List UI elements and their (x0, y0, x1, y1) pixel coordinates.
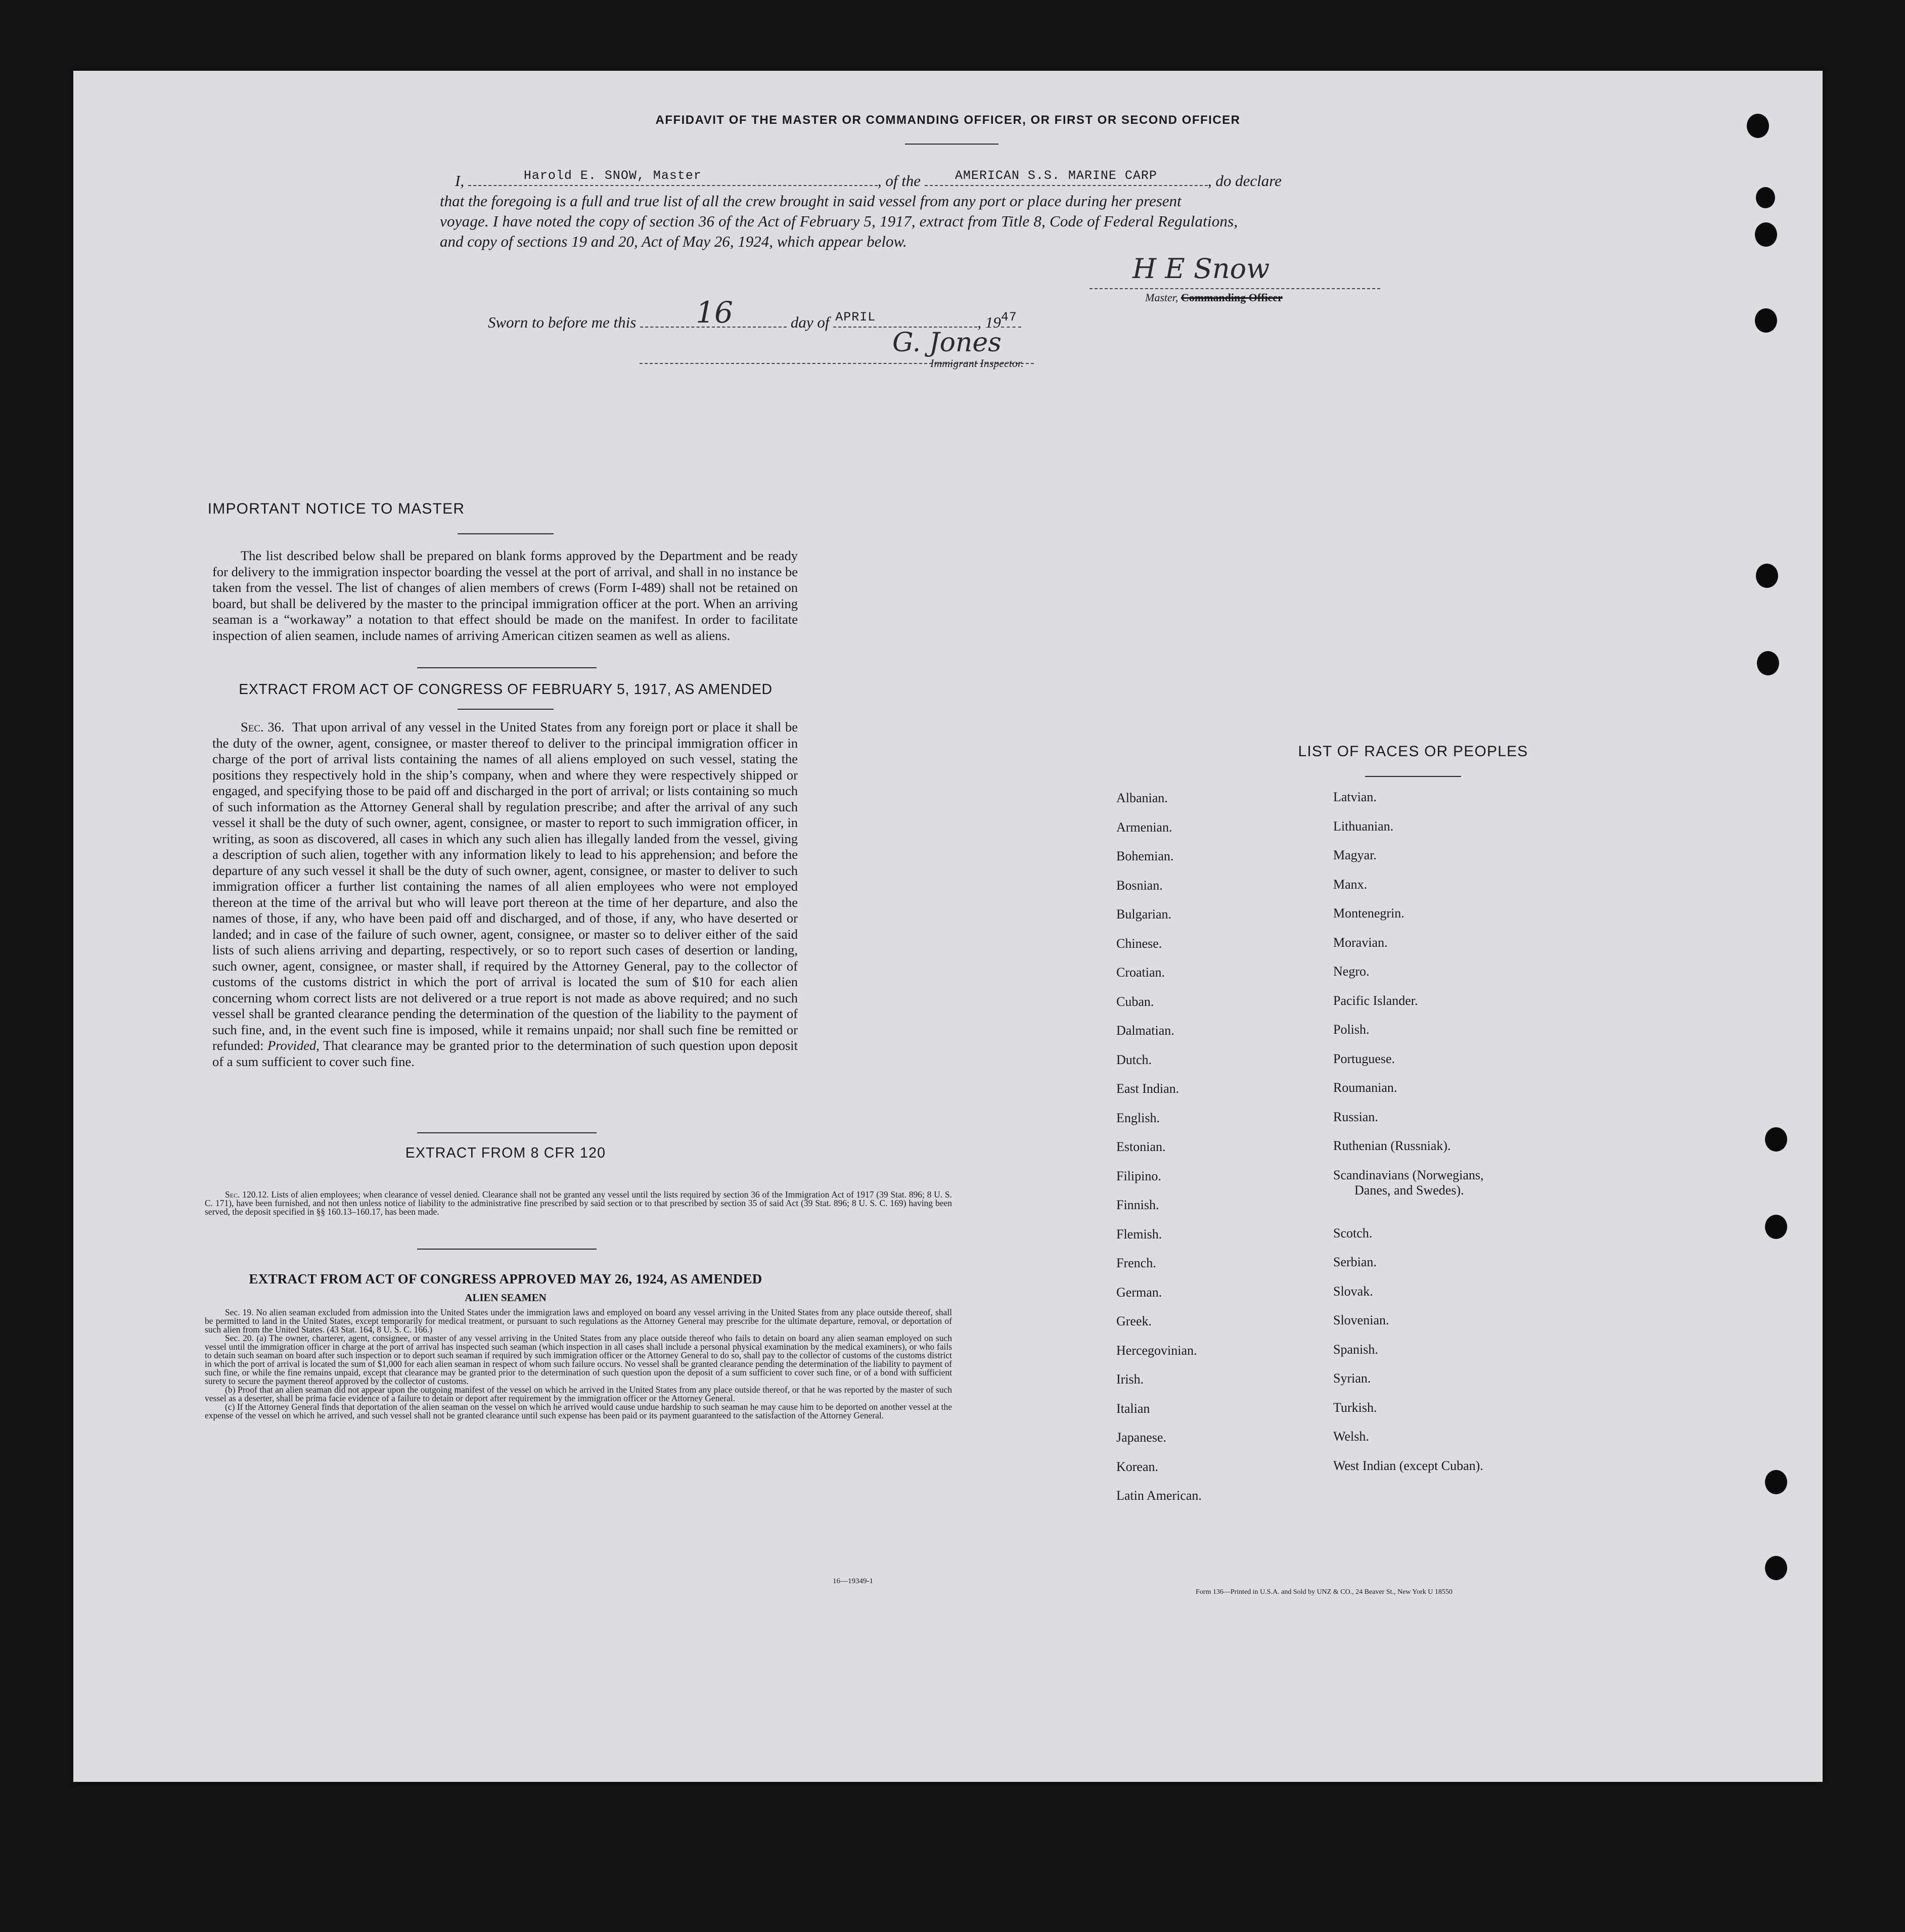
race-item: Chinese. (1116, 936, 1162, 951)
sworn-month-field (833, 312, 977, 328)
master-caption-label: Master, (1145, 291, 1181, 304)
race-item: Portuguese. (1333, 1051, 1395, 1066)
punch-hole (1765, 1470, 1787, 1494)
race-item: Latin American. (1116, 1488, 1202, 1503)
race-item: Bohemian. (1116, 849, 1174, 863)
day-of-text: day of (790, 313, 830, 331)
notice-text: The list described below shall be prepared on blank forms approved by the Department and be ready for delivery to the immigration inspector boarding the vessel at the port of arrival, and shall in no instance be taken from the vessel. The list of changes of alien members of crews (Form I-489) shall not be retained on board, but shall be delivered by the master to the principal immigration officer at the port. When an arriving seaman is a “workaway” a notation to that effect should be made on the manifest. In order to facilitate inspection of alien seamen, include names of arriving American citizen seamen as well as aliens. (212, 548, 798, 643)
cfr-title: EXTRACT FROM 8 CFR 120 (405, 1145, 606, 1161)
sec-36-label: Sec. 36. (241, 719, 285, 734)
cfr-paragraph (205, 1190, 952, 1216)
race-item: Turkish. (1333, 1400, 1377, 1415)
race-item: Armenian. (1116, 819, 1172, 835)
struck-caption: Commanding Officer (1181, 291, 1283, 304)
do-declare-text: , do declare (1207, 172, 1282, 190)
inspector-signature: G. Jones (892, 328, 1002, 358)
race-item: Scandinavians (Norwegians, (1333, 1167, 1484, 1182)
section-rule (417, 1249, 597, 1250)
sec-20b-text: (b) Proof that an alien seaman did not appear upon the outgoing manifest of the vessel on which he arrived in the United States from any place outside thereof, or that he was reported by the master of such vessel as a deserter, shall be prima facie evidence of a failure to detain or deport after requirement by the immigration officer or the Attorney General. (205, 1385, 952, 1403)
race-item: Manx. (1333, 877, 1368, 892)
sworn-month-value: APRIL (835, 310, 876, 325)
race-item: Filipino. (1116, 1168, 1161, 1183)
race-item: Danes, and Swedes). (1354, 1182, 1464, 1198)
race-item: Welsh. (1333, 1429, 1369, 1444)
race-item: Lithuanian. (1333, 818, 1394, 834)
race-item: Cuban. (1116, 994, 1154, 1009)
master-name-value: Harold E. SNOW, Master (523, 168, 702, 183)
affidavit-line-1 (455, 168, 1282, 190)
printer-footer: Form 136—Printed in U.S.A. and Sold by UNZ & CO., 24 Beaver St., New York U 18550 (1196, 1588, 1453, 1596)
notice-paragraph (212, 548, 798, 643)
section-rule (458, 709, 554, 710)
line-prefix: I, (455, 172, 465, 190)
cfr-text: Lists of alien employees; when clearance of vessel denied. Clearance shall not be granted any vessel until the lists required by section 36 of the Immigration Act of 1917 (39 Stat. 896; 8 U. S. C. 171), have been furnished, and not then unless notice of liability to the administrative fine prescribed by said section or to that prescribed by section 35 of said Act (39 Stat. 896; 8 U. S. C. 169) having been served, the deposit specified in §§ 160.13–160.17, has been made. (205, 1189, 952, 1217)
race-item: Korean. (1116, 1459, 1159, 1474)
race-item: Flemish. (1116, 1226, 1162, 1241)
affidavit-line-4: and copy of sections 19 and 20, Act of May 26, 1924, which appear below. (440, 233, 907, 250)
race-item: Irish. (1116, 1372, 1144, 1387)
race-item: Syrian. (1333, 1371, 1371, 1386)
race-item: Pacific Islander. (1333, 993, 1418, 1008)
inspector-caption: Immigrant Inspector. (930, 357, 1024, 370)
race-item: Hercegovinian. (1116, 1343, 1197, 1358)
race-item: French. (1116, 1256, 1156, 1270)
signature-line (1090, 288, 1380, 289)
section-rule (417, 667, 597, 668)
race-item: Italian (1116, 1401, 1150, 1416)
punch-hole (1756, 564, 1778, 588)
race-item: Ruthenian (Russniak). (1333, 1138, 1451, 1153)
race-item: Latvian. (1333, 790, 1377, 804)
affidavit-line-3: voyage. I have noted the copy of section 36 of the Act of February 5, 1917, extract from Title 8, Code of Federal Regulations, (440, 212, 1238, 230)
section-rule (417, 1132, 597, 1133)
extract-1924-title: EXTRACT FROM ACT OF CONGRESS APPROVED MAY 26, 1924, AS AMENDED (249, 1271, 762, 1286)
race-item: East Indian. (1116, 1081, 1180, 1096)
race-item: Montenegrin. (1333, 906, 1404, 921)
provided-text: Provided, (267, 1038, 320, 1053)
race-item: Slovenian. (1333, 1313, 1389, 1327)
race-item: Spanish. (1333, 1342, 1378, 1357)
race-item: Slovak. (1333, 1283, 1373, 1299)
punch-hole (1755, 308, 1777, 333)
race-item: Moravian. (1333, 935, 1388, 950)
race-item: Finnish. (1116, 1198, 1159, 1212)
alien-seamen-subtitle: ALIEN SEAMEN (465, 1292, 547, 1304)
affidavit-line-2: that the foregoing is a full and true list of all the crew brought in said vessel from any port or place during her present (440, 192, 1182, 210)
race-item: Dutch. (1116, 1052, 1152, 1067)
sworn-day-field (640, 295, 787, 330)
punch-hole (1757, 651, 1779, 675)
race-item: English. (1116, 1110, 1160, 1125)
race-item: Serbian. (1333, 1255, 1377, 1269)
race-item: Albanian. (1116, 791, 1168, 805)
sworn-day-value: 16 (696, 295, 733, 330)
punch-hole (1765, 1215, 1787, 1239)
extract-1917-title: EXTRACT FROM ACT OF CONGRESS OF FEBRUARY 5, 1917, AS AMENDED (239, 681, 773, 698)
document-page (73, 71, 1823, 1782)
race-item: Croatian. (1116, 965, 1165, 980)
vessel-name-field (925, 168, 1208, 186)
race-item: Estonian. (1116, 1139, 1166, 1154)
race-item: Negro. (1333, 964, 1370, 979)
race-item: Russian. (1333, 1109, 1378, 1124)
cfr-sec-label: Sec. 120.12. (225, 1189, 269, 1200)
of-the-text: , of the (877, 172, 921, 190)
race-item: West Indian (except Cuban). (1333, 1458, 1483, 1473)
sec-19-text: Sec. 19. No alien seaman excluded from admission into the United States under the immigration laws and employed on board any vessel arriving in the United States from any place outside thereof, shall be permitted to land in the United States, except temporarily for medical treatment, or pursuant to such regulations as the Attorney General may prescribe for the ultimate departure, removal, or deportation of such alien from the United States. (43 Stat. 164, 8 U. S. C. 166.) (205, 1307, 952, 1335)
notice-rule (458, 533, 554, 534)
race-item: Scotch. (1333, 1225, 1373, 1240)
races-title: LIST OF RACES OR PEOPLES (1298, 743, 1528, 760)
punch-hole (1765, 1127, 1787, 1152)
sec-36-text: That upon arrival of any vessel in the United States from any foreign port or place it shall be the duty of the owner, agent, consignee, or master thereof to deliver to the principal immigration officer in charge of the port of arrival lists containing the names of all aliens employed on such vessel, stating the positions they respectively hold in the ship’s company, when and where they were respectively shipped or engaged, and specifying those to be paid off and discharged in the port of arrival; or lists containing so much of such information as the Attorney General shall by regulation prescribe; and after the arrival of any such vessel it shall be the duty of such owner, agent, consignee, or master to report to such immigration officer, in writing, as soon as discovered, all cases in which any such alien has illegally landed from the vessel, giving a description of such alien, together with any information likely to lead to his apprehension; and before the departure of any such vessel it shall be the duty of such owner, agent, consignee, or master to deliver to such immigration officer a further list containing the names of all alien employees who were not employed thereon at the time of the arrival but who will leave port thereon at the time of her departure, and also the names of those, if any, who have been paid off and discharged, and of those, if any, who have deserted or landed; and in case of the failure of such owner, agent, consignee, or master so to deliver either of the said lists of such aliens arriving and departing, respectively, or so to report such cases of desertion or landing, such owner, agent, consignee, or master shall, if required by the Attorney General, pay to the collector of customs of the customs district in which the port of arrival is located the sum of $10 for each alien concerning whom correct lists are not delivered or a true report is not made as above required; and no such vessel shall be granted clearance pending the determination of the question of the liability to the payment of such fine, and, in the event such fine is imposed, while it remains unpaid; nor shall such fine be remitted or refunded: (212, 719, 798, 1053)
year-prefix: , 19 (977, 313, 1001, 331)
punch-hole (1765, 1556, 1787, 1580)
master-signature: H E Snow (1132, 253, 1270, 285)
punch-hole (1755, 222, 1777, 247)
sec-20c-text: (c) If the Attorney General finds that deportation of the alien seaman on the vessel on which he arrived would cause undue hardship to such seaman he may cause him to be deported on another vessel at the expense of the vessel on which he arrived, and such vessel shall not be granted clearance until such expense has been paid or its payment guaranteed to the satisfaction of the Attorney General. (205, 1402, 952, 1420)
title-rule (905, 144, 999, 145)
year-value: 47 (1001, 310, 1017, 325)
master-caption (1145, 291, 1283, 304)
affidavit-title: AFFIDAVIT OF THE MASTER OR COMMANDING OFFICER, OR FIRST OR SECOND OFFICER (655, 113, 1241, 127)
form-number: 16—19349-1 (833, 1577, 873, 1585)
punch-hole (1756, 187, 1775, 208)
notice-title: IMPORTANT NOTICE TO MASTER (207, 500, 465, 517)
master-name-field (468, 168, 878, 186)
year-field (1001, 312, 1021, 328)
race-item: Japanese. (1116, 1430, 1166, 1445)
race-item: Bulgarian. (1116, 907, 1172, 922)
race-item: German. (1116, 1284, 1162, 1300)
race-item: Polish. (1333, 1022, 1370, 1037)
race-item: Bosnian. (1116, 878, 1163, 893)
race-item: Magyar. (1333, 848, 1377, 862)
race-item: Roumanian. (1333, 1080, 1397, 1095)
vessel-name-value: AMERICAN S.S. MARINE CARP (955, 168, 1157, 183)
extract-1917-paragraph (212, 719, 798, 1070)
sworn-prefix: Sworn to before me this (488, 313, 637, 331)
sec-20a-text: Sec. 20. (a) The owner, charterer, agent, consignee, or master of any vessel arriving in the United States from any place outside thereof who fails to detain on board any alien seaman employed on such vessel until the immigration officer in charge at the port of arrival has inspected such seaman (which inspection in all cases shall include a personal physical examination by the medical examiners), or who fails to detain such seaman on board after such inspection or to deport such seaman if required by such immigration officer or the Attorney General to do so, shall pay to the collector of customs of the customs district in which the port of arrival is located the sum of $1,000 for each alien seaman in respect of whom such failure occurs. No vessel shall be granted clearance pending the determination of the liability to payment of such fine, or while the fine remains unpaid, except that clearance may be granted prior to the determination of such question upon the deposit of a sum sufficient to cover such fine, or of a bond with sufficient surety to secure the payment thereof approved by the collector of customs. (205, 1333, 952, 1386)
races-rule (1365, 776, 1461, 777)
race-item: Dalmatian. (1116, 1023, 1174, 1038)
sec-36-text-after: That clearance may be granted prior to the determination of such question upon deposit of a sum sufficient to cover such fine. (212, 1038, 798, 1069)
extract-1924-paragraphs (205, 1308, 952, 1420)
race-item: Greek. (1116, 1314, 1152, 1328)
